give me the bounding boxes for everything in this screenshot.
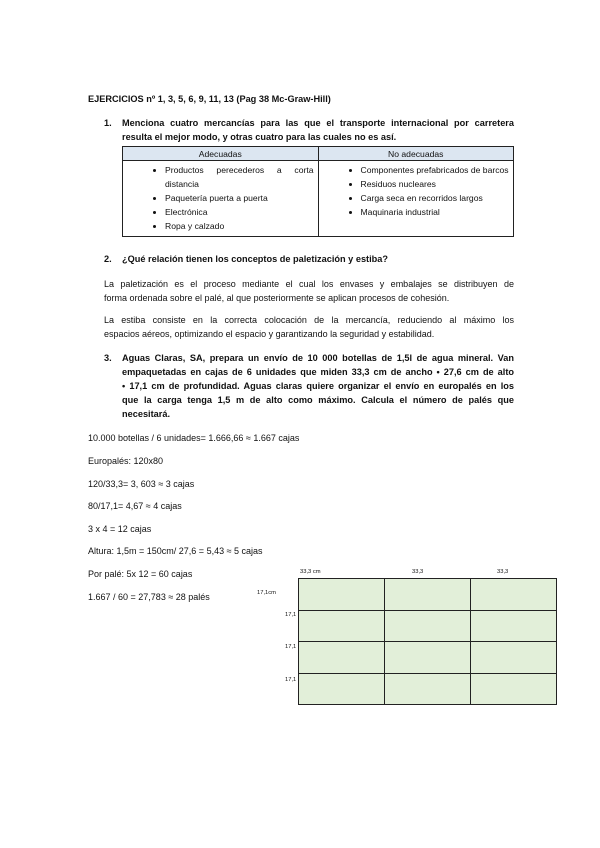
paragraph-line: forma ordenada sobre el palé, al que posteriormente se aplican procesos de cohesión.	[104, 293, 450, 303]
list-item: • Componentes prefabricados de barcos	[361, 163, 510, 177]
grid-row-label: 17,1	[285, 644, 297, 650]
box-cell	[299, 642, 385, 674]
calculation-line: 80/17,1= 4,67 ≈ 4 cajas	[88, 501, 182, 511]
question-3-line: • 17,1 cm de profundidad. Aguas claras quiere organizar el envío en europalés en los	[122, 381, 514, 391]
list-item: • Residuos nucleares	[361, 177, 510, 191]
calculation-line: Por palé: 5x 12 = 60 cajas	[88, 569, 193, 579]
adecuadas-cell	[123, 161, 319, 237]
box-cell	[471, 610, 557, 642]
calculation-line: Europalés: 120x80	[88, 456, 164, 466]
column-header-no-adecuadas: No adecuadas	[318, 147, 514, 161]
no-adecuadas-cell	[318, 161, 514, 237]
goods-table	[122, 146, 514, 237]
question-3-line: necesitará.	[122, 409, 171, 419]
grid-row-label: 17,1	[285, 677, 297, 683]
question-3-line: que la carga tenga 1,5 m de alto como máximo. Calcula el número de palés que	[122, 395, 514, 405]
adecuadas-list	[127, 163, 314, 233]
paragraph-line: espacios aéreos, optimizando el espacio y garantizando la seguridad y estabilidad.	[104, 329, 435, 339]
grid-row-label: 17,1	[285, 612, 297, 618]
list-item: • Ropa y calzado	[165, 219, 314, 233]
box-cell	[471, 579, 557, 611]
list-item: • Maquinaria industrial	[361, 205, 510, 219]
question-1-text	[122, 116, 514, 144]
grid-row	[299, 610, 557, 642]
question-2-number: 2.	[104, 254, 112, 264]
box-cell	[385, 673, 471, 705]
box-cell	[299, 673, 385, 705]
paragraph-paletizacion	[104, 277, 514, 305]
list-item: • Paquetería puerta a puerta	[165, 191, 314, 205]
pallet-grid	[298, 578, 557, 705]
question-3-line: empaquetadas en cajas de 6 unidades que miden 33,3 cm de ancho • 27,6 cm de alto	[122, 367, 514, 377]
calculation-line: 1.667 / 60 = 27,783 ≈ 28 palés	[88, 592, 210, 602]
page-title: EJERCICIOS nº 1, 3, 5, 6, 9, 11, 13 (Pag 38 Mc-Graw-Hill)	[88, 94, 331, 104]
question-3-number: 3.	[104, 353, 112, 363]
grid-row	[299, 642, 557, 674]
box-cell	[471, 642, 557, 674]
box-cell	[299, 579, 385, 611]
question-3-line: Aguas Claras, SA, prepara un envío de 10 000 botellas de 1,5l de agua mineral. Van	[122, 353, 514, 363]
question-2-text: ¿Qué relación tienen los conceptos de paletización y estiba?	[122, 254, 388, 264]
calculation-line: 3 x 4 = 12 cajas	[88, 524, 152, 534]
box-cell	[385, 610, 471, 642]
column-header-adecuadas: Adecuadas	[123, 147, 319, 161]
box-cell	[299, 610, 385, 642]
question-1-number: 1.	[104, 118, 112, 128]
paragraph-line: La paletización es el proceso mediante el cual los envases y embalajes se distribuyen de	[104, 279, 514, 289]
grid-column-label: 33,3	[412, 569, 424, 575]
list-item: • Productos perecederos a corta distancia	[165, 163, 314, 191]
question-1-line: Menciona cuatro mercancías para las que el transporte internacional por carretera	[122, 118, 514, 128]
list-item: • Electrónica	[165, 205, 314, 219]
grid-row	[299, 673, 557, 705]
grid-column-label: 33,3 cm	[300, 569, 321, 575]
grid-row	[299, 579, 557, 611]
box-cell	[385, 579, 471, 611]
paragraph-line: La estiba consiste en la correcta colocación de la mercancía, reduciendo al máximo los	[104, 315, 514, 325]
box-cell	[385, 642, 471, 674]
calculation-line: Altura: 1,5m = 150cm/ 27,6 = 5,43 ≈ 5 cajas	[88, 546, 263, 556]
paragraph-estiba	[104, 313, 514, 341]
question-1-line: resulta el mejor modo, y otras cuatro para las cuales no es así.	[122, 132, 397, 142]
calculation-line: 120/33,3= 3, 603 ≈ 3 cajas	[88, 479, 195, 489]
grid-column-label: 33,3	[497, 569, 509, 575]
list-item: • Carga seca en recorridos largos	[361, 191, 510, 205]
grid-row-label: 17,1cm	[257, 590, 277, 596]
no-adecuadas-list	[323, 163, 510, 219]
box-cell	[471, 673, 557, 705]
question-3-text	[122, 351, 514, 421]
calculation-line: 10.000 botellas / 6 unidades= 1.666,66 ≈ 1.667 cajas	[88, 433, 300, 443]
